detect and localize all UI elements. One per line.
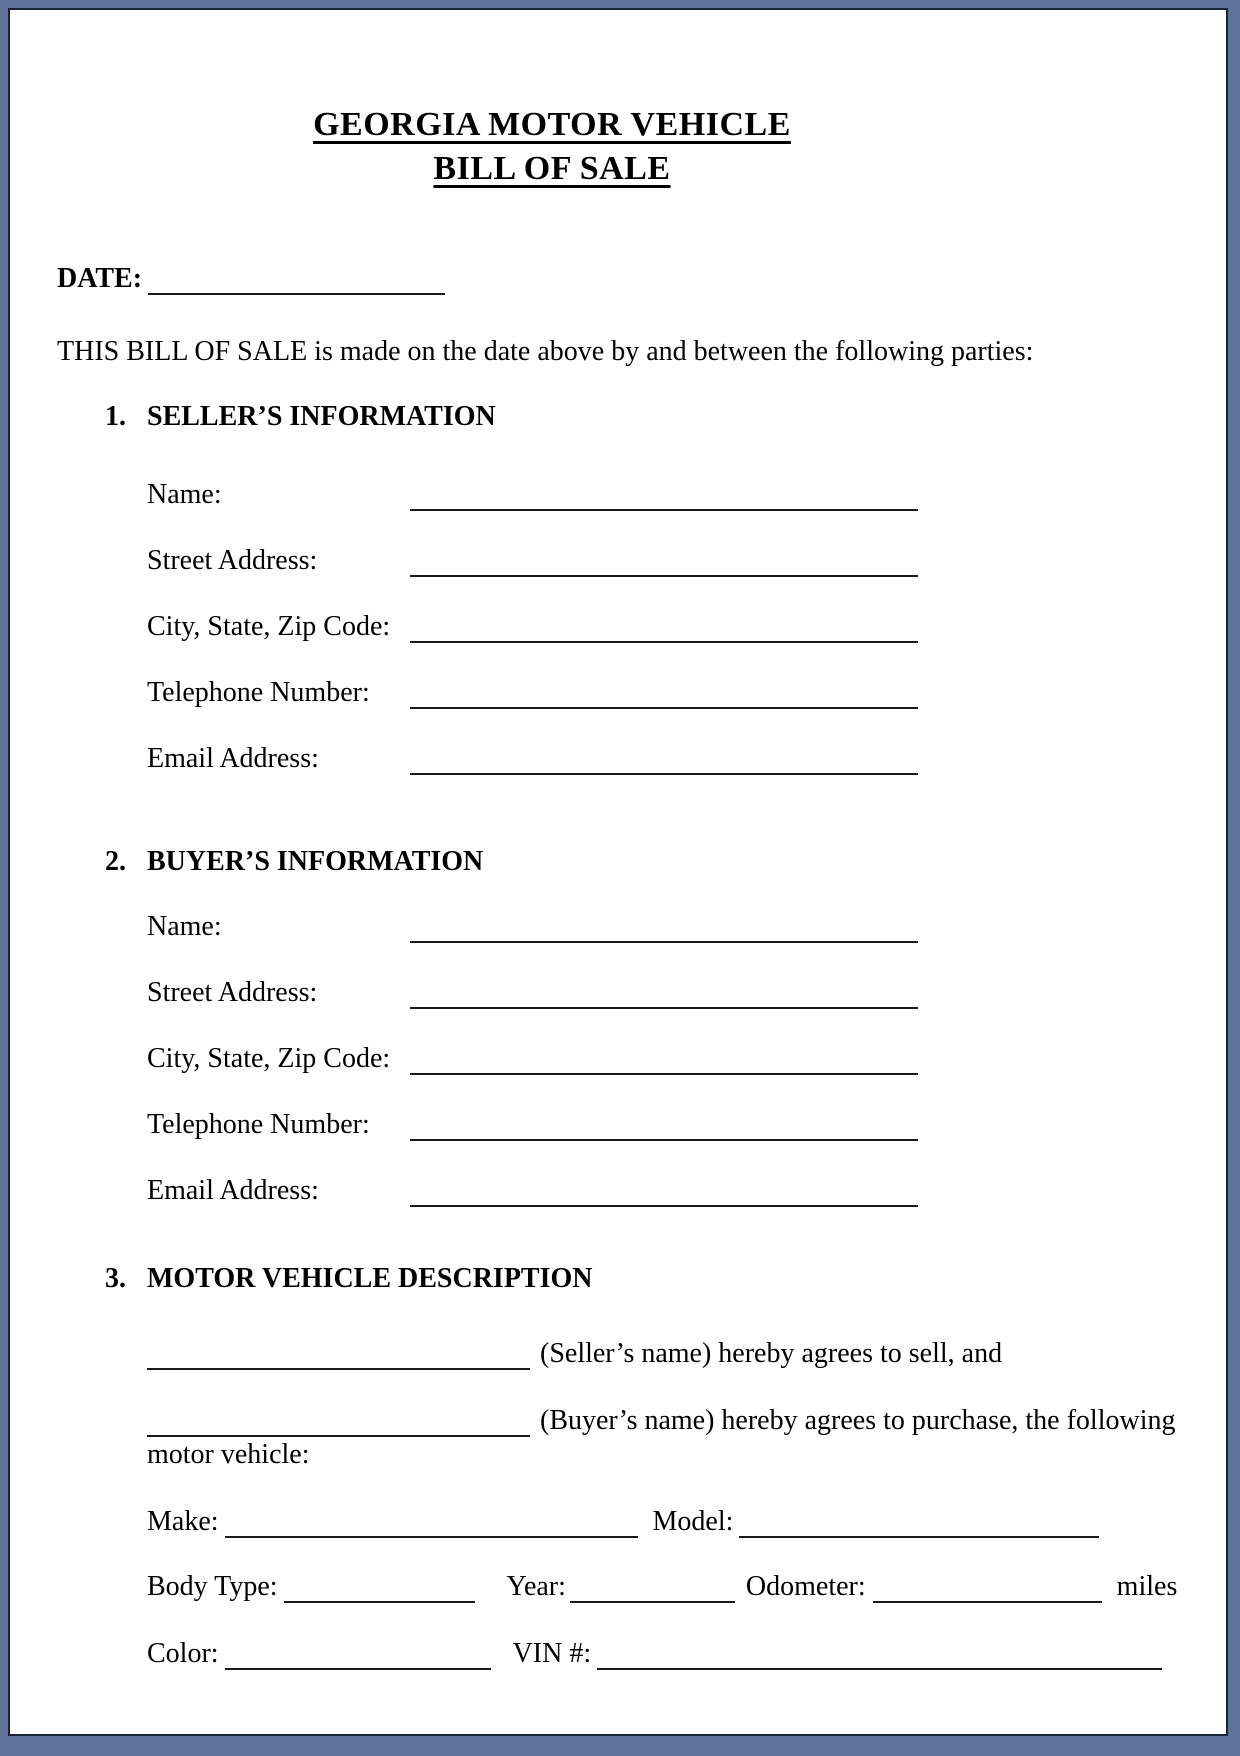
document-page: [8, 8, 1228, 1736]
field-row-seller-phone: [147, 676, 1206, 710]
section-heading-buyer: [105, 845, 1206, 879]
section-number: 1.: [105, 401, 126, 432]
body-type-blank[interactable]: [284, 1591, 475, 1603]
section-number: 2.: [105, 846, 126, 877]
seller-phone-blank[interactable]: [410, 697, 918, 709]
model-label: Model:: [652, 1506, 734, 1537]
buyer-phone-blank[interactable]: [410, 1129, 918, 1141]
date-row: [57, 262, 1206, 296]
field-row-seller-street: [147, 544, 1206, 578]
field-row-seller-email: [147, 742, 1206, 776]
field-label: Street Address:: [147, 545, 318, 576]
make-blank[interactable]: [225, 1526, 638, 1538]
section-title: SELLER’S INFORMATION: [147, 401, 496, 432]
vin-label: VIN #:: [512, 1638, 592, 1669]
seller-name-clause-blank[interactable]: [147, 1358, 530, 1370]
vin-blank[interactable]: [597, 1658, 1162, 1670]
model-blank[interactable]: [739, 1526, 1099, 1538]
field-label: City, State, Zip Code:: [147, 611, 391, 642]
document-content: [10, 103, 1226, 1671]
section-heading-seller: [105, 400, 1206, 434]
seller-street-blank[interactable]: [410, 565, 918, 577]
section-title: MOTOR VEHICLE DESCRIPTION: [147, 1263, 593, 1294]
odometer-label: Odometer:: [745, 1571, 866, 1602]
make-label: Make:: [147, 1506, 219, 1537]
document-title: [57, 103, 1047, 191]
field-label: Name:: [147, 479, 222, 510]
intro-paragraph: THIS BILL OF SALE is made on the date above by and between the following parties:: [57, 336, 1034, 367]
color-label: Color:: [147, 1638, 219, 1669]
year-label: Year:: [506, 1571, 566, 1602]
section-title: BUYER’S INFORMATION: [147, 846, 484, 877]
field-row-buyer-phone: [147, 1108, 1206, 1142]
field-row-seller-name: [147, 478, 1206, 512]
buyer-name-clause-blank[interactable]: [147, 1425, 530, 1437]
seller-email-blank[interactable]: [410, 763, 918, 775]
title-line-1: GEORGIA MOTOR VEHICLE: [313, 106, 791, 143]
odometer-blank[interactable]: [873, 1591, 1102, 1603]
buyer-city-blank[interactable]: [410, 1063, 918, 1075]
date-blank[interactable]: [148, 283, 445, 295]
buyer-clause-continuation: motor vehicle:: [147, 1439, 310, 1470]
field-row-buyer-email: [147, 1174, 1206, 1208]
seller-name-blank[interactable]: [410, 499, 918, 511]
seller-city-blank[interactable]: [410, 631, 918, 643]
field-label: Street Address:: [147, 977, 318, 1008]
year-blank[interactable]: [570, 1591, 735, 1603]
seller-clause-row: [147, 1337, 1206, 1371]
field-label: Email Address:: [147, 743, 319, 774]
miles-suffix: miles: [1116, 1571, 1178, 1602]
section-number: 3.: [105, 1263, 126, 1294]
buyer-name-blank[interactable]: [410, 931, 918, 943]
buyer-email-blank[interactable]: [410, 1195, 918, 1207]
section-heading-vehicle: [105, 1262, 1206, 1296]
buyer-clause-row: [147, 1404, 1206, 1438]
field-label: Telephone Number:: [147, 677, 370, 708]
make-model-row: [147, 1505, 1206, 1539]
field-row-buyer-city: [147, 1042, 1206, 1076]
color-blank[interactable]: [225, 1658, 491, 1670]
buyer-street-blank[interactable]: [410, 997, 918, 1009]
body-type-label: Body Type:: [147, 1571, 278, 1602]
field-label: City, State, Zip Code:: [147, 1043, 391, 1074]
field-row-buyer-street: [147, 976, 1206, 1010]
color-vin-row: [147, 1637, 1206, 1671]
field-label: Telephone Number:: [147, 1109, 370, 1140]
title-line-2: BILL OF SALE: [433, 150, 671, 187]
bodytype-year-odometer-row: [147, 1570, 1206, 1604]
field-label: Name:: [147, 911, 222, 942]
field-row-buyer-name: [147, 910, 1206, 944]
field-label: Email Address:: [147, 1175, 319, 1206]
field-row-seller-city: [147, 610, 1206, 644]
date-label: DATE:: [57, 263, 143, 294]
buyer-clause-text: (Buyer’s name) hereby agrees to purchase, the following: [540, 1405, 1176, 1436]
seller-clause-text: (Seller’s name) hereby agrees to sell, and: [540, 1338, 1003, 1369]
